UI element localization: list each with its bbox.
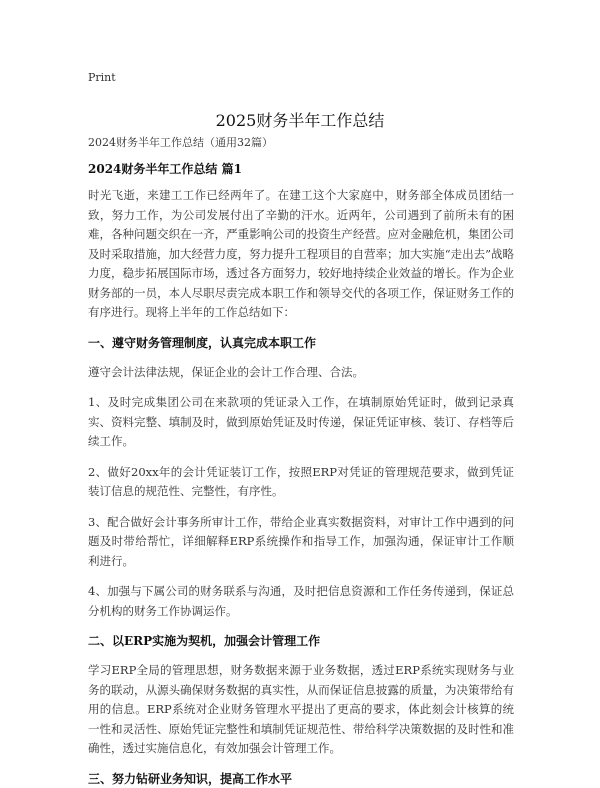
section-heading: 二、以ERP实施为契机，加强会计管理工作 bbox=[88, 634, 321, 648]
paragraph: 3、配合做好会计事务所审计工作，带给企业真实数据资料，对审计工作中遇到的问题及时带给帮忙，详细解释ERP系统操作和指导工作，加强沟通，保证审计工作顺利进行。 bbox=[88, 514, 514, 568]
paragraph: 4、加强与下属公司的财务联系与沟通，及时把信息资源和工作任务传递到，保证总分机构的财务工作协调运作。 bbox=[88, 584, 514, 618]
article-heading: 2024财务半年工作总结 篇1 bbox=[88, 162, 242, 176]
paragraph: 1、及时完成集团公司在来款项的凭证录入工作，在填制原始凭证时，做到记录真实、资料完整、填制及时，做到原始凭证及时传递，保证凭证审核、装订、存档等后续工作。 bbox=[88, 395, 514, 448]
paragraph: 时光飞逝，来建工工作已经两年了。在建工这个大家庭中，财务部全体成员团结一致，努力工作，为公司发展付出了辛勤的汗水。近两年，公司遇到了前所未有的困难，各种问题交织在一齐，严重影响公司的投资生产经营。应对金融危机，集团公司及时采取措施，加大经营力度，努力提升工程项目的自营率；加大实施“走出去”战略力度，稳步拓展国际市场，透过各方面努力，较好地持续企业效益的增长。作为企业财务部的一员，本人尽职尽责完成本职工作和领导交代的各项工作，保证财务工作的有序进行。现将上半年的工作总结如下： bbox=[88, 188, 514, 319]
section-heading: 三、努力钻研业务知识，提高工作水平 bbox=[88, 771, 293, 786]
paragraph: 遵守会计法律法规，保证企业的会计工作合理、合法。 bbox=[88, 364, 364, 379]
paragraph: 2、做好20xx年的会计凭证装订工作，按照ERP对凭证的管理规范要求，做到凭证装订信息的规范性、完整性，有序性。 bbox=[88, 464, 514, 498]
section-heading: 一、遵守财务管理制度，认真完成本职工作 bbox=[88, 335, 317, 350]
paragraph: 学习ERP全局的管理思想，财务数据来源于业务数据，透过ERP系统实现财务与业务的联动，从源头确保财务数据的真实性，从而保证信息披露的质量，为决策带给有用的信息。ERP系统对企业财务管理水平提出了更高的要求，体此刻会计核算的统一性和灵活性、原始凭证完整性和填制凭证规范性、带给科学决策数据的及时性和准确性，透过实施信息化，有效加强会计管理工作。 bbox=[88, 663, 514, 755]
document-subtitle: 2024财务半年工作总结（通用32篇） bbox=[88, 136, 273, 149]
article-body bbox=[88, 160, 514, 788]
print-link[interactable]: Print bbox=[88, 71, 116, 84]
page-title: 2025财务半年工作总结 bbox=[215, 110, 385, 130]
